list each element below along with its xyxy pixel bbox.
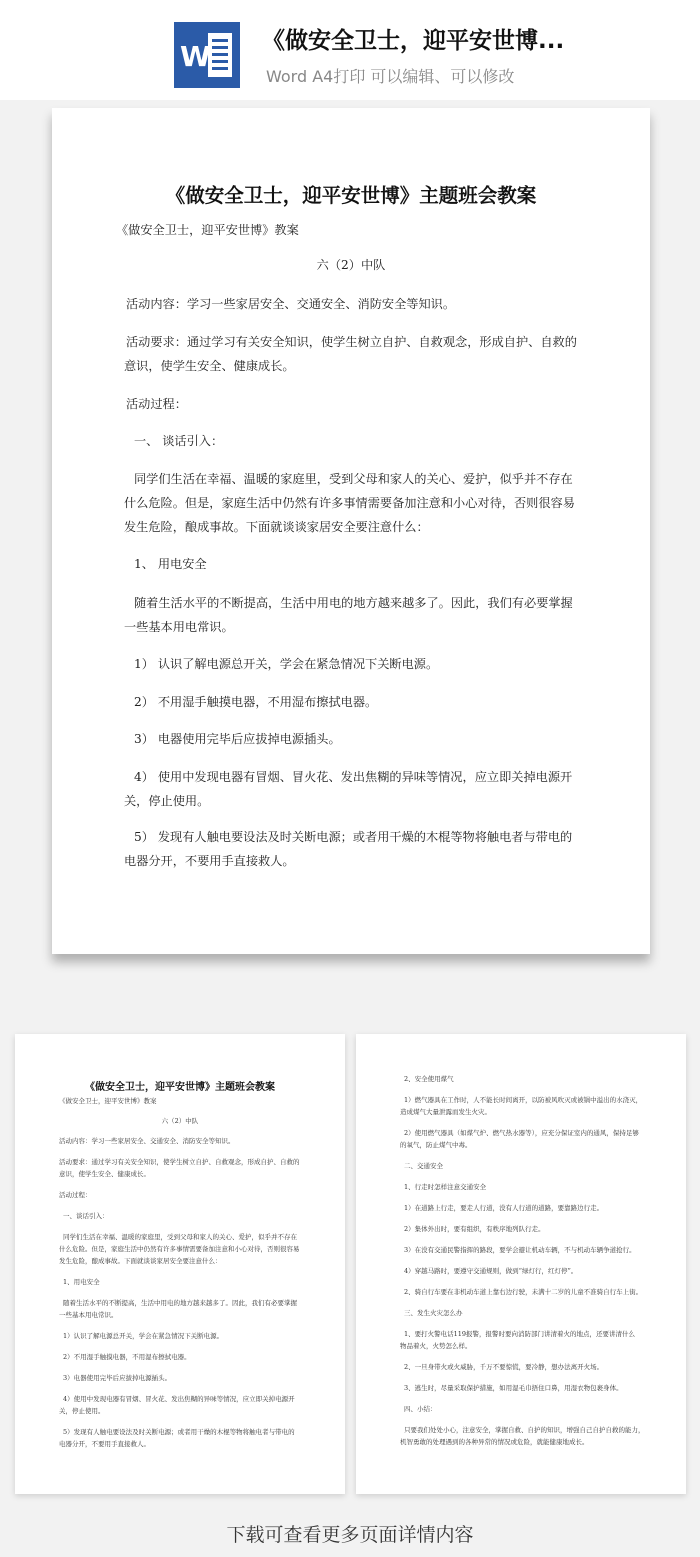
text-line: 发生危险，酿成事故。下面就谈谈家居安全要注意什么：: [124, 520, 429, 534]
thumbnail-line: 意识，使学生安全、健康成长。: [59, 1170, 150, 1178]
thumbnail-line: 2）不用湿手触摸电器，不用湿布擦拭电器。: [63, 1353, 191, 1361]
thumbnail-line: 机智勇敢的处理遇到的各种异常的情况或危险，就能健康地成长。: [400, 1438, 589, 1446]
text-line: 活动过程：: [126, 397, 187, 411]
text-line: 一些基本用电常识。: [124, 620, 234, 634]
thumbnail-title: 《做安全卫士，迎平安世博》主题班会教案: [85, 1082, 275, 1093]
thumbnail-line: 4）使用中发现电器有冒烟、冒火花、发出焦糊的异味等情况，应立即关掉电源开: [63, 1395, 295, 1403]
page-thumbnail-1: [15, 1034, 345, 1494]
thumbnail-line: 造成煤气大量泄露而发生火灾。: [400, 1108, 491, 1116]
text-line: 意识，使学生安全、健康成长。: [124, 359, 295, 373]
text-line: 一、 谈话引入：: [134, 434, 224, 448]
text-line-center: 六（2）中队: [316, 258, 386, 272]
thumbnail-line: 1、用电安全: [63, 1278, 100, 1286]
text-line: 活动要求：通过学习有关安全知识，使学生树立自护、自救观念，形成自护、自救的: [126, 335, 577, 349]
thumbnail-line: 什么危险。但是，家庭生活中仍然有许多事情需要备加注意和小心对待，否则很容易: [59, 1245, 300, 1253]
thumbnail-line: 同学们生活在幸福、温暖的家庭里，受到父母和家人的关心、爱护，似乎并不存在: [63, 1233, 297, 1241]
thumbnail-line: 3）电器使用完毕后应拔掉电源插头。: [63, 1374, 172, 1382]
text-line: 活动内容：学习一些家居安全、交通安全、消防安全等知识。: [126, 297, 456, 311]
thumbnail-line: 1）在道路上行走，要走人行道，没有人行道的道路，要靠路边行走。: [404, 1204, 604, 1212]
text-line: 3） 电器使用完毕后应拔掉电源插头。: [134, 732, 341, 746]
thumbnail-line: 2）集体外出时，要有组织，有秩序地列队行走。: [404, 1225, 545, 1233]
thumbnail-line: 5）发现有人触电要设法及时关断电源；或者用干燥的木棍等物将触电者与带电的: [63, 1428, 295, 1436]
thumbnail-line: 二、交通安全: [404, 1162, 443, 1170]
thumbnail-line: 四、小结：: [404, 1405, 437, 1413]
text-line: 《做安全卫士，迎平安世博》教案: [116, 223, 299, 237]
thumbnail-line: 活动要求：通过学习有关安全知识，使学生树立自护、自救观念，形成自护、自救的: [59, 1158, 300, 1166]
text-line: 2） 不用湿手触摸电器，不用湿布擦拭电器。: [134, 695, 378, 709]
thumbnail-line: 关，停止使用。: [59, 1407, 105, 1415]
thumbnail-line: 只要我们处处小心，注意安全，掌握自救、自护的知识，增强自己自护自救的能力，: [404, 1426, 645, 1434]
thumbnail-line: 电器分开，不要用手直接救人。: [59, 1440, 150, 1448]
thumbnail-line: 物品着火，火势怎么样。: [400, 1342, 472, 1350]
thumbnail-line: 活动内容：学习一些家居安全、交通安全、消防安全等知识。: [59, 1137, 235, 1145]
thumbnail-line: 1、要打火警电话119报警，报警时要向消防部门讲清着火的地点，还要讲清什么: [404, 1330, 636, 1338]
text-line: 什么危险。但是，家庭生活中仍然有许多事情需要备加注意和小心对待，否则很容易: [124, 496, 575, 510]
text-line: 1、 用电安全: [134, 557, 207, 571]
thumbnail-line: 活动过程：: [59, 1191, 92, 1199]
text-line: 4） 使用中发现电器有冒烟、冒火花、发出焦糊的异味等情况，应立即关掉电源开: [134, 770, 573, 784]
page-title: 《做安全卫士，迎平安世博》主题班会教案: [165, 184, 537, 207]
header-bar: [0, 0, 700, 100]
document-subtitle: Word A4打印 可以编辑、可以修改: [266, 67, 515, 86]
thumbnail-line: 《做安全卫士，迎平安世博》教案: [59, 1097, 157, 1105]
thumbnail-line: 3）在没有交通民警指挥的路段，要学会避让机动车辆，不与机动车辆争道抢行。: [404, 1246, 636, 1254]
thumbnail-line: 一些基本用电常识。: [59, 1311, 118, 1319]
thumbnail-line: 发生危险，酿成事故。下面就谈谈家居安全要注意什么：: [59, 1257, 222, 1265]
thumbnail-line: 的氧气，防止煤气中毒。: [400, 1141, 472, 1149]
thumbnail-line: 2、安全使用煤气: [404, 1075, 454, 1083]
thumbnail-line: 1、行走时怎样注意交通安全: [404, 1183, 487, 1191]
thumbnail-line: 4）穿越马路时，要遵守交通规则，做到“绿灯行，红灯停”。: [404, 1267, 578, 1275]
thumbnail-line: 六（2）中队: [161, 1117, 199, 1125]
text-line: 1） 认识了解电源总开关，学会在紧急情况下关断电源。: [134, 657, 439, 671]
thumbnail-line: 1）认识了解电源总开关，学会在紧急情况下关断电源。: [63, 1332, 224, 1340]
thumbnail-line: 三、发生火灾怎么办: [404, 1309, 463, 1317]
thumbnail-line: 3、逃生时，尽量采取保护措施，如用湿毛巾捂住口鼻，用湿衣物包裹身体。: [404, 1384, 623, 1392]
download-more-link[interactable]: 下载可查看更多页面详情内容: [226, 1524, 474, 1546]
thumbnail-line: 随着生活水平的不断提高，生活中用电的地方越来越多了。因此，我们有必要掌握: [63, 1299, 297, 1307]
word-icon-letter: W: [180, 40, 211, 73]
thumbnail-line: 2）使用燃气器具（如煤气炉、燃气热水器等），应充分保证室内的通风，保持足够: [404, 1129, 639, 1137]
word-doc-icon: [174, 22, 240, 88]
thumbnail-line: 一、谈话引入：: [63, 1212, 109, 1220]
text-line: 电器分开，不要用手直接救人。: [124, 854, 295, 868]
text-line: 5） 发现有人触电要设法及时关断电源；或者用干燥的木棍等物将触电者与带电的: [134, 830, 573, 844]
document-title: 《做安全卫士，迎平安世博...: [262, 28, 565, 54]
thumbnail-line: 2、骑自行车要在非机动车道上靠右边行驶，未满十二岁的儿童不准骑自行车上街。: [404, 1288, 643, 1296]
text-line: 同学们生活在幸福、温暖的家庭里，受到父母和家人的关心、爱护，似乎并不存在: [134, 472, 573, 486]
thumbnail-line: 1）燃气器具在工作时，人不能长时间离开，以防被风吹灭或被锅中溢出的水浇灭，: [404, 1096, 643, 1104]
text-line: 关，停止使用。: [124, 794, 210, 808]
page-thumbnail-2: [356, 1034, 686, 1494]
text-line: 随着生活水平的不断提高，生活中用电的地方越来越多了。因此，我们有必要掌握: [134, 596, 573, 610]
main-page-preview: [52, 108, 650, 954]
thumbnail-line: 2、一旦身带火或火威胁，千万不要惊慌，要冷静，想办法离开火场。: [404, 1363, 604, 1371]
